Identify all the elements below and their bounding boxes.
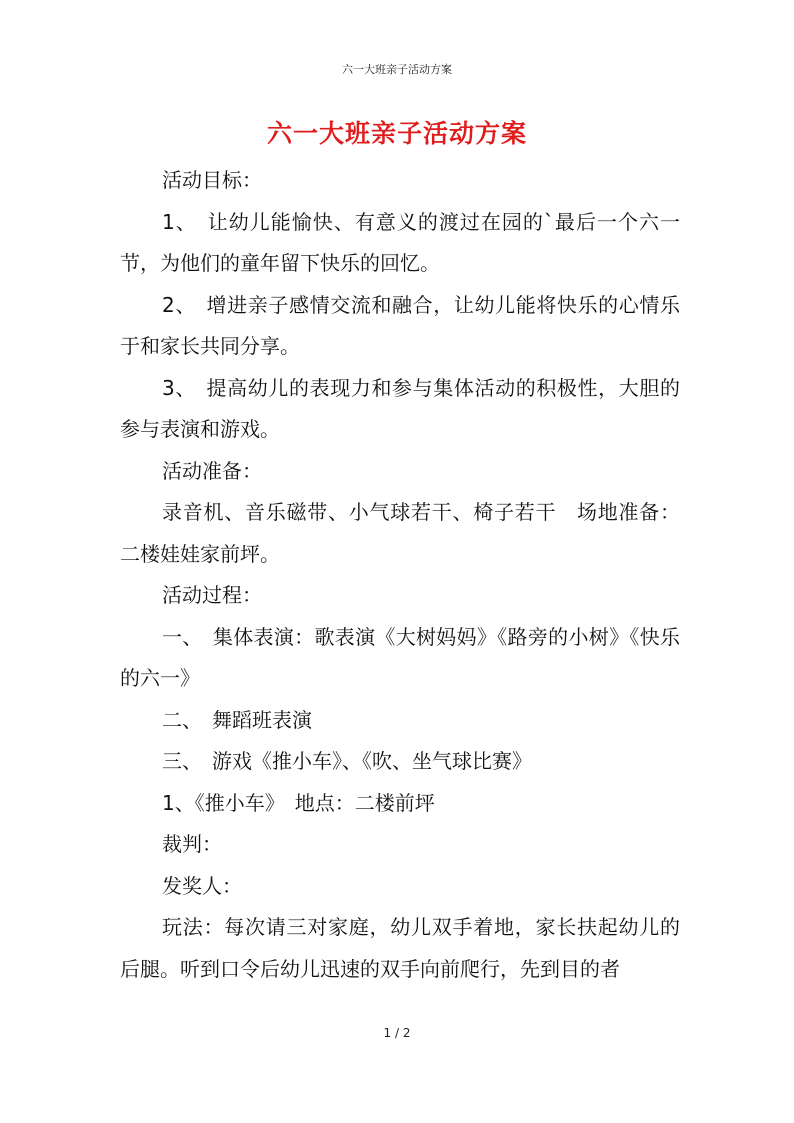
game-title: 1、《推小车》 地点：二楼前坪 [162,790,435,815]
goal-item-2: 2、 增进亲子感情交流和融合，让幼儿能将快乐的心情乐于和家长共同分享。 [120,292,680,358]
process-item-1: 一、 集体表演：歌表演《大树妈妈》《路旁的小树》《快乐的六一》 [120,624,680,690]
document-body [120,160,680,990]
running-header: 六一大班亲子活动方案 [342,63,452,76]
section-heading-process: 活动过程： [162,583,262,607]
game-rules: 玩法：每次请三对家庭，幼儿双手着地，家长扶起幼儿的后腿。听到口令后幼儿迅速的双手向前爬行，先到目的者 [120,915,680,981]
preparation-text: 录音机、音乐磁带、小气球若干、椅子若干 场地准备：二楼娃娃家前坪。 [120,500,680,566]
goal-item-3: 3、 提高幼儿的表现力和参与集体活动的积极性，大胆的参与表演和游戏。 [120,375,680,441]
game-referee: 裁判： [162,832,222,856]
document-title: 六一大班亲子活动方案 [266,119,527,148]
process-item-2: 二、 舞蹈班表演 [162,707,312,732]
page-number: 1 / 2 [383,1026,411,1040]
game-award-presenter: 发奖人： [162,873,242,898]
section-heading-preparation: 活动准备： [162,458,262,483]
section-heading-goals: 活动目标： [162,168,262,192]
goal-item-1: 1、 让幼儿能愉快、有意义的渡过在园的`最后一个六一节，为他们的童年留下快乐的回忆。 [120,209,680,275]
process-item-3: 三、 游戏《推小车》、《吹、坐气球比赛》 [162,749,532,773]
